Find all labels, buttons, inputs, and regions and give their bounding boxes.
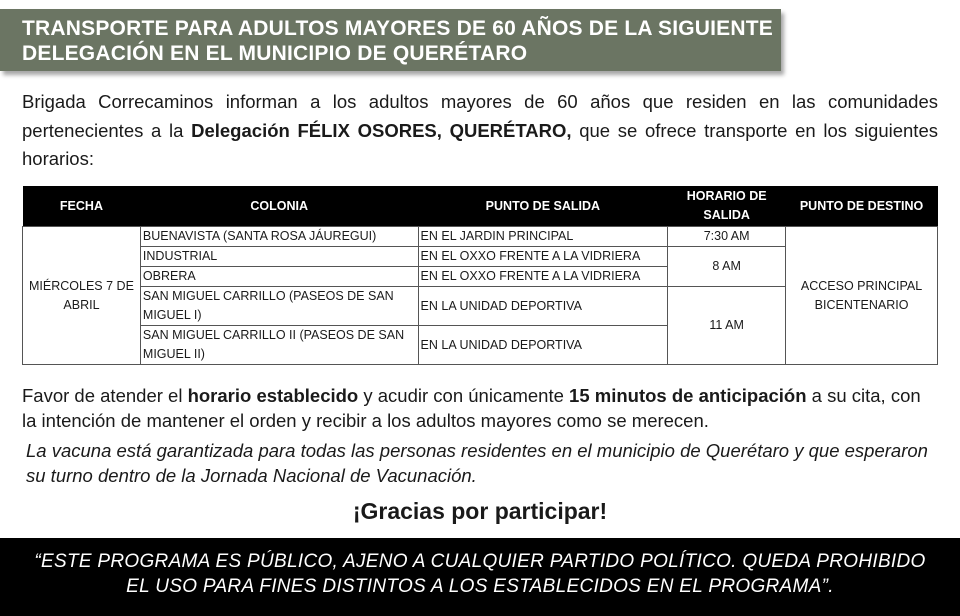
header-fecha: FECHA — [23, 186, 141, 227]
horario-cell: 11 AM — [668, 287, 786, 365]
table-header-row — [23, 186, 938, 227]
intro-text-2: que se ofrece transporte en los siguientes horarios: — [22, 119, 938, 169]
notice-bold-2: 15 minutos de anticipación — [569, 385, 807, 406]
colonia-cell: SAN MIGUEL CARRILLO II (PASEOS DE SAN MIGUEL II) — [140, 326, 418, 365]
notice-text-3: a su cita, con la intención de mantener el orden y recibir a los adultos mayores como se merecen. — [22, 385, 921, 431]
salida-cell: EN EL JARDIN PRINCIPAL — [418, 227, 668, 247]
colonia-cell: INDUSTRIAL — [140, 247, 418, 267]
footer-line2: EL USO PARA FINES DISTINTOS A LOS ESTABLECIDOS EN EL PROGRAMA”. — [126, 576, 834, 597]
salida-cell: EN LA UNIDAD DEPORTIVA — [418, 326, 668, 365]
vaccine-note: La vacuna está garantizada para todas las personas residentes en el municipio de Querétaro y que esperaron su turno dentro de la Jornada Nacional de Vacunación. — [26, 440, 928, 486]
colonia-cell: OBRERA — [140, 267, 418, 287]
colonia-cell: SAN MIGUEL CARRILLO (PASEOS DE SAN MIGUEL I) — [140, 287, 418, 326]
salida-cell: EN LA UNIDAD DEPORTIVA — [418, 287, 668, 326]
header-colonia: COLONIA — [140, 186, 418, 227]
header-horario: HORARIO DE SALIDA — [668, 186, 786, 227]
salida-cell: EN EL OXXO FRENTE A LA VIDRIERA — [418, 267, 668, 287]
notice-text-1: Favor de atender el — [22, 385, 188, 406]
thanks-heading: ¡Gracias por participar! — [352, 498, 608, 524]
intro-text-1: Brigada Correcaminos informan a los adultos mayores de 60 años que residen en las comunidades pertenecientes a la — [22, 91, 938, 141]
page-title-line2: DELEGACIÓN EN EL MUNICIPIO DE QUERÉTARO — [22, 42, 528, 65]
page-title-line1: TRANSPORTE PARA ADULTOS MAYORES DE 60 AÑOS DE LA SIGUIENTE — [22, 17, 773, 40]
header-banner — [0, 9, 781, 71]
colonia-cell: BUENAVISTA (SANTA ROSA JÁUREGUI) — [140, 227, 418, 247]
horario-cell: 7:30 AM — [668, 227, 786, 247]
header-destino: PUNTO DE DESTINO — [786, 186, 938, 227]
footer-line1: “ESTE PROGRAMA ES PÚBLICO, AJENO A CUALQUIER PARTIDO POLÍTICO. QUEDA PROHIBIDO — [34, 551, 926, 572]
footer-disclaimer — [0, 538, 960, 616]
salida-cell: EN EL OXXO FRENTE A LA VIDRIERA — [418, 247, 668, 267]
intro-paragraph — [22, 88, 938, 174]
intro-delegation: Delegación FÉLIX OSORES, QUERÉTARO, — [191, 119, 572, 141]
notice-bold-1: horario establecido — [187, 385, 359, 406]
fecha-cell: MIÉRCOLES 7 DE ABRIL — [23, 227, 141, 365]
destino-cell: ACCESO PRINCIPAL BICENTENARIO — [786, 227, 938, 365]
notice-text-2: y acudir con únicamente — [358, 385, 570, 406]
horario-cell: 8 AM — [668, 247, 786, 287]
header-punto-salida: PUNTO DE SALIDA — [418, 186, 668, 227]
schedule-table — [22, 186, 938, 365]
table-row — [23, 227, 938, 247]
notice-paragraph — [22, 383, 940, 433]
